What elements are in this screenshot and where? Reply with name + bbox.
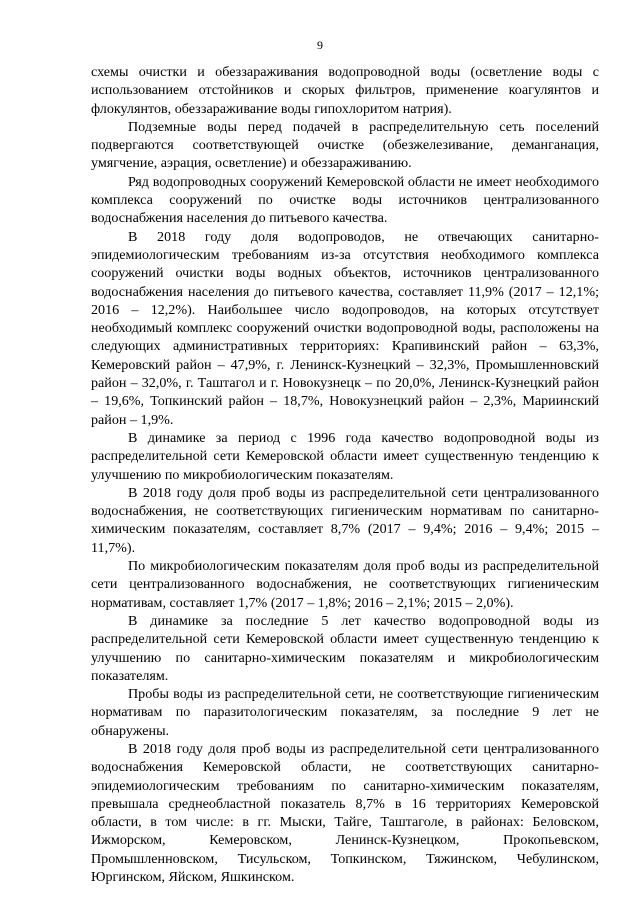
paragraph-parasitological: Пробы воды из распределительной сети, не соответствующие гигиеническим нормативам по паразитологическим показателям, за последние 9 лет не обнаружены. [91,686,599,739]
document-body [91,63,599,886]
paragraph-groundwater-treatment: Подземные воды перед подачей в распределительную сеть поселений подвергаются соответствующей очистке (обезжелезивание, деманганация, умягчение, аэрация, осветление) и обеззараживанию. [91,118,599,172]
paragraph-missing-facilities: Ряд водопроводных сооружений Кемеровской области не имеет необходимого комплекса сооружений по очистке воды источников централизованного водоснабжения населения до питьевого качества. [91,173,599,227]
paragraph-2018-territories: В 2018 году доля проб воды из распределительной сети централизованного водоснабжения Кемеровской области, не соответствующих санитарно-эпидемиологическим требованиям по санитарно-химическим показателям, превышала среднеобластной показатель 8,7% в 16 территориях Кемеровской области, в том числе: в гг. Мыски, Тайге, Таштаголе, в районах: Беловском, Ижморском, Кемеровском, Ленинск-Кузнецком, Прокопьевском, Промышленновском, Тисульском, Топкинском, Тяжинском, Чебулинском, Юргинском, Яйском, Яшкинском. [91,740,599,886]
paragraph-continuation: схемы очистки и обеззараживания водопроводной воды (осветление воды с использованием отстойников и скорых фильтров, применение коагулянтов и флокулянтов, обеззараживание воды гипохлоритом натрия). [91,64,599,117]
paragraph-microbiological-samples: По микробиологическим показателям доля проб воды из распределительной сети централизованного водоснабжения, не соответствующих гигиеническим нормативам, составляет 1,7% (2017 – 1,8%; 2016 – 2,1%; 2015 – 2,0%). [91,558,599,611]
page-number: 9 [317,38,323,52]
paragraph-microbiological-trend: В динамике за период с 1996 года качество водопроводной воды из распределительной сети Кемеровской области имеет существенную тенденцию к улучшению по микробиологическим показателям. [91,429,599,483]
paragraph-2018-chemical-samples: В 2018 году доля проб воды из распределительной сети централизованного водоснабжения, не соответствующих гигиеническим нормативам по санитарно-химическим показателям, составляет 8,7% (2017 – 9,4%; 2016 – 9,4%; 2015 – 11,7%). [91,484,599,556]
paragraph-five-year-trend: В динамике за последние 5 лет качество водопроводной воды из распределительной сети Кемеровской области имеет существенную тенденцию к улучшению по санитарно-химическим показателям и микробиологическим показателям. [91,612,599,684]
paragraph-2018-waterworks-share: В 2018 году доля водопроводов, не отвечающих санитарно-эпидемиологическим требованиям из-за отсутствия необходимого комплекса сооружений очистки воды водных объектов, источников централизованного водоснабжения населения до питьевого качества, составляет 11,9% (2017 – 12,1%; 2016 – 12,2%). Наибольшее число водопроводов, на которых отсутствует необходимый комплекс сооружений очистки водопроводной воды, расположены на следующих административных территориях: Крапивинский район – 63,3%, Кемеровский район – 47,9%, г. Ленинск-Кузнецкий – 32,3%, Промышленновский район – 32,0%, г. Таштагол и г. Новокузнецк – по 20,0%, Ленинск-Кузнецкий район – 19,6%, Топкинский район – 18,7%, Новокузнецкий район – 2,3%, Мариинский район – 1,9%. [91,228,599,428]
